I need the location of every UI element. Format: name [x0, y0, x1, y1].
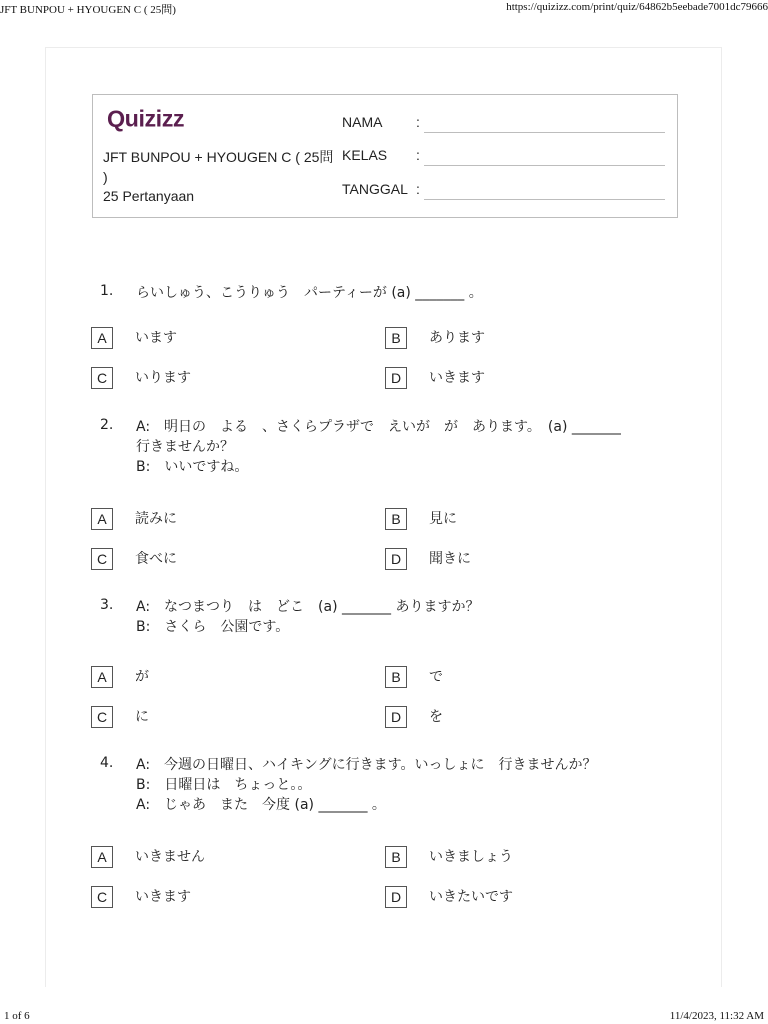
date-label: TANGGAL	[342, 181, 408, 197]
option-text: 聞きに	[429, 551, 471, 567]
date-colon: :	[416, 181, 420, 197]
option-letter-box: C	[91, 886, 113, 908]
logo-text: Quizizz	[107, 105, 185, 132]
print-header	[0, 0, 768, 18]
print-footer	[0, 1010, 768, 1024]
option-text: を	[429, 709, 443, 725]
option-text: で	[429, 669, 443, 685]
question-number: 3.	[100, 597, 114, 613]
print-header-url: https://quizizz.com/print/quiz/64862b5eebade7001dc79666	[506, 1, 768, 13]
name-label: NAMA	[342, 114, 383, 130]
option-text: いきます	[429, 370, 485, 386]
question-line: A: 今週の日曜日、ハイキングに行きます。いっしょに 行きませんか？	[136, 757, 597, 773]
class-underline	[424, 165, 665, 166]
class-field[interactable]	[342, 147, 670, 167]
option-text: いきません	[135, 849, 205, 865]
question-line: B: 日曜日は ちょっと。。	[136, 777, 312, 793]
question-line: A: 明日の よる 、さくらプラザで えいが が あります。 (a) _______	[136, 419, 621, 435]
question-line: 行きませんか？	[136, 439, 234, 455]
option-letter-box: C	[91, 367, 113, 389]
date-underline	[424, 199, 665, 200]
option-text: いきたいです	[429, 889, 513, 905]
option-letter-box: B	[385, 846, 407, 868]
quizizz-logo	[103, 105, 223, 133]
name-field[interactable]	[342, 114, 670, 134]
question-line: らいしゅう、こうりゅう パーティーが (a) _______ 。	[136, 285, 483, 301]
option-letter-box: A	[91, 846, 113, 868]
class-label: KELAS	[342, 147, 388, 163]
option-text: いります	[135, 370, 191, 386]
option-text: いきましょう	[429, 849, 513, 865]
option-letter-box: C	[91, 548, 113, 570]
option-text: います	[135, 330, 177, 346]
option-letter-box: B	[385, 508, 407, 530]
option-text: 食べに	[135, 551, 177, 567]
class-colon: :	[416, 147, 420, 163]
option-letter-box: A	[91, 666, 113, 688]
question-count: 25 Pertanyaan	[103, 188, 195, 204]
question-line: B: いいですね。	[136, 459, 249, 475]
print-header-title: JFT BUNPOU + HYOUGEN C ( 25問)	[0, 4, 176, 16]
question-line: B: さくら 公園です。	[136, 619, 290, 635]
option-letter-box: B	[385, 666, 407, 688]
option-letter-box: D	[385, 886, 407, 908]
option-text: いきます	[135, 889, 191, 905]
page-number: 1 of 6	[4, 1010, 30, 1022]
option-text: あります	[429, 330, 485, 346]
question-line: A: なつまつり は どこ (a) _______ ありますか？	[136, 599, 480, 615]
option-letter-box: C	[91, 706, 113, 728]
question-number: 2.	[100, 417, 114, 433]
option-letter-box: A	[91, 508, 113, 530]
question-number: 1.	[100, 283, 114, 299]
question-text	[136, 283, 676, 303]
name-underline	[424, 132, 665, 133]
option-text: 読みに	[135, 511, 177, 527]
question-line: A: じゃあ また 今度 (a) _______ 。	[136, 797, 386, 813]
question-text	[136, 597, 676, 637]
option-text: が	[135, 669, 149, 685]
question-text	[136, 755, 676, 815]
option-letter-box: D	[385, 548, 407, 570]
name-colon: :	[416, 114, 420, 130]
option-text: 見に	[429, 511, 457, 527]
option-letter-box: D	[385, 367, 407, 389]
question-number: 4.	[100, 755, 114, 771]
quiz-title: JFT BUNPOU + HYOUGEN C ( 25問 )	[103, 149, 334, 185]
question-text	[136, 417, 676, 477]
date-field[interactable]	[342, 181, 670, 201]
option-letter-box: B	[385, 327, 407, 349]
option-text: に	[135, 709, 149, 725]
option-letter-box: A	[91, 327, 113, 349]
quiz-info-box	[92, 94, 678, 218]
print-datetime: 11/4/2023, 11:32 AM	[669, 1010, 764, 1022]
option-letter-box: D	[385, 706, 407, 728]
